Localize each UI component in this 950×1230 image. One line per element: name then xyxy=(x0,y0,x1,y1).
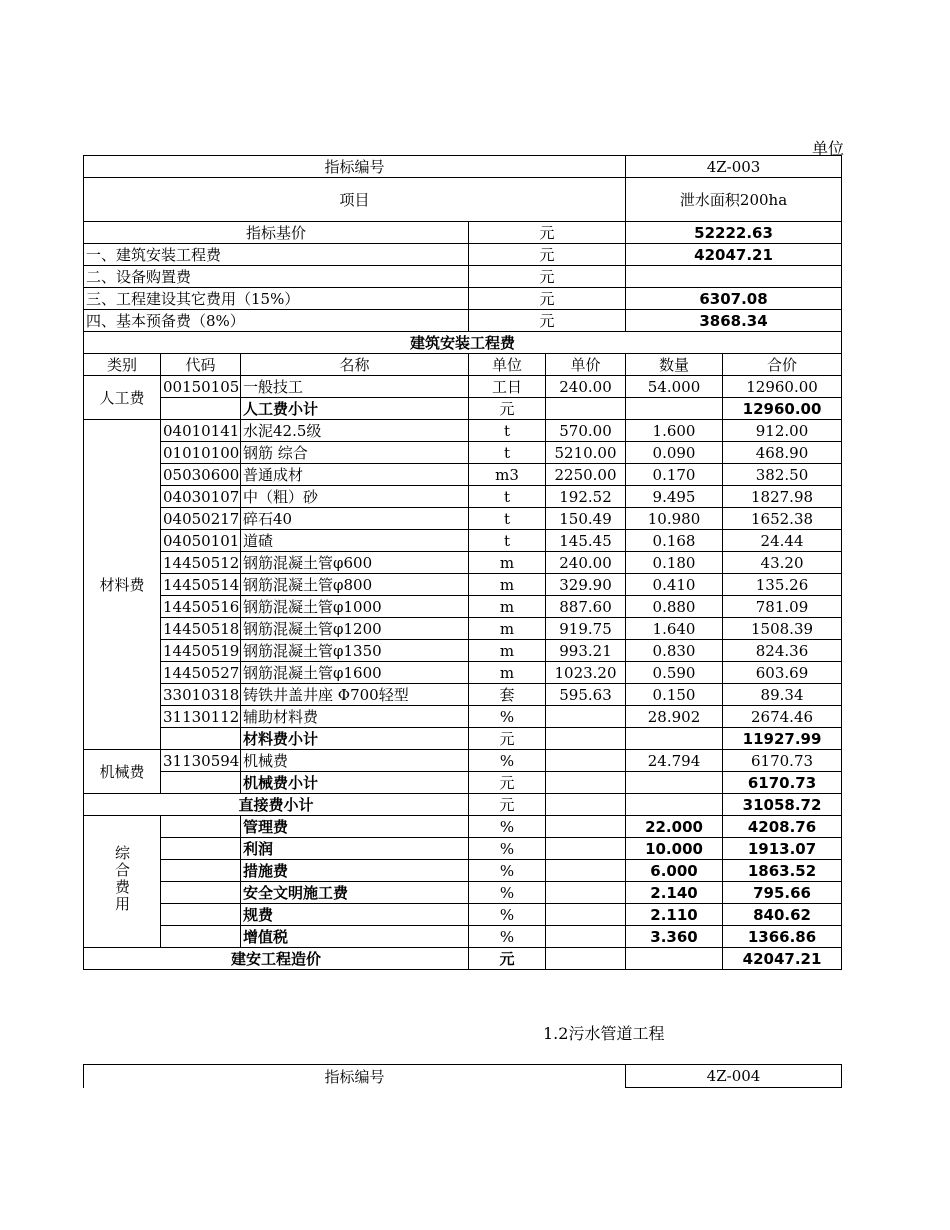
item-qty: 0.880 xyxy=(626,596,723,618)
item-total: 840.62 xyxy=(723,904,842,926)
item-name: 增值税 xyxy=(241,926,469,948)
item-price xyxy=(546,816,626,838)
column-header: 数量 xyxy=(626,354,723,376)
category-labor: 人工费 xyxy=(84,376,161,420)
cost-index-table xyxy=(83,155,842,970)
table-row xyxy=(84,816,842,838)
construction-cost-qty xyxy=(626,948,723,970)
item-unit: t xyxy=(469,420,546,442)
item-qty: 9.495 xyxy=(626,486,723,508)
category-materials: 材料费 xyxy=(84,420,161,750)
item-price: 919.75 xyxy=(546,618,626,640)
subtotal-price xyxy=(546,728,626,750)
item-code xyxy=(161,816,241,838)
item-code: 04050217 xyxy=(161,508,241,530)
column-header: 名称 xyxy=(241,354,469,376)
summary-value: 42047.21 xyxy=(626,244,842,266)
project-row xyxy=(84,178,842,222)
summary-row xyxy=(84,266,842,288)
next-index-table xyxy=(83,1064,842,1088)
direct-subtotal-name: 直接费小计 xyxy=(84,794,469,816)
item-qty: 0.830 xyxy=(626,640,723,662)
construction-cost-unit: 元 xyxy=(469,948,546,970)
summary-unit: 元 xyxy=(469,310,626,332)
item-unit: % xyxy=(469,816,546,838)
item-qty: 0.170 xyxy=(626,464,723,486)
item-total: 603.69 xyxy=(723,662,842,684)
item-name: 管理费 xyxy=(241,816,469,838)
subtotal-total: 11927.99 xyxy=(723,728,842,750)
item-price: 595.63 xyxy=(546,684,626,706)
item-price: 993.21 xyxy=(546,640,626,662)
section-header: 建筑安装工程费 xyxy=(84,332,842,354)
next-section-title: 1.2污水管道工程 xyxy=(543,1024,665,1043)
next-index-code-row xyxy=(84,1065,842,1088)
index-code-value: 4Z-003 xyxy=(626,156,842,178)
item-qty: 1.640 xyxy=(626,618,723,640)
item-unit: m xyxy=(469,574,546,596)
table-row xyxy=(84,574,842,596)
column-header: 代码 xyxy=(161,354,241,376)
item-name: 钢筋 综合 xyxy=(241,442,469,464)
item-name: 措施费 xyxy=(241,860,469,882)
category-comprehensive-label: 综合费用 xyxy=(113,845,131,913)
item-total: 89.34 xyxy=(723,684,842,706)
subtotal-qty xyxy=(626,728,723,750)
construction-cost-name: 建安工程造价 xyxy=(84,948,469,970)
item-code: 14450514 xyxy=(161,574,241,596)
item-name: 钢筋混凝土管φ1600 xyxy=(241,662,469,684)
item-name: 钢筋混凝土管φ600 xyxy=(241,552,469,574)
table-row xyxy=(84,684,842,706)
summary-unit: 元 xyxy=(469,288,626,310)
item-total: 1913.07 xyxy=(723,838,842,860)
item-code: 14450516 xyxy=(161,596,241,618)
item-unit: m xyxy=(469,552,546,574)
item-name: 利润 xyxy=(241,838,469,860)
item-price: 329.90 xyxy=(546,574,626,596)
item-total: 781.09 xyxy=(723,596,842,618)
project-value: 泄水面积200ha xyxy=(626,178,842,222)
item-qty: 2.110 xyxy=(626,904,723,926)
table-row xyxy=(84,464,842,486)
table-row xyxy=(84,860,842,882)
section-header-row xyxy=(84,332,842,354)
item-unit: m xyxy=(469,618,546,640)
item-price: 5210.00 xyxy=(546,442,626,464)
summary-label: 四、基本预备费（8%） xyxy=(84,310,469,332)
item-price xyxy=(546,904,626,926)
item-unit: % xyxy=(469,838,546,860)
item-unit: % xyxy=(469,904,546,926)
item-total: 912.00 xyxy=(723,420,842,442)
table-row xyxy=(84,662,842,684)
item-code xyxy=(161,860,241,882)
table-row xyxy=(84,750,842,772)
item-name: 一般技工 xyxy=(241,376,469,398)
item-name: 普通成材 xyxy=(241,464,469,486)
summary-row xyxy=(84,222,842,244)
item-code: 14450512 xyxy=(161,552,241,574)
item-code xyxy=(161,926,241,948)
item-unit: t xyxy=(469,530,546,552)
item-name: 机械费 xyxy=(241,750,469,772)
subtotal-code xyxy=(161,728,241,750)
item-unit: % xyxy=(469,860,546,882)
item-name: 辅助材料费 xyxy=(241,706,469,728)
subtotal-qty xyxy=(626,398,723,420)
table-row xyxy=(84,618,842,640)
item-price xyxy=(546,926,626,948)
subtotal-code xyxy=(161,772,241,794)
item-unit: t xyxy=(469,508,546,530)
item-name: 钢筋混凝土管φ800 xyxy=(241,574,469,596)
item-total: 1827.98 xyxy=(723,486,842,508)
item-name: 水泥42.5级 xyxy=(241,420,469,442)
summary-unit: 元 xyxy=(469,244,626,266)
subtotal-price xyxy=(546,772,626,794)
subtotal-unit: 元 xyxy=(469,398,546,420)
item-price xyxy=(546,860,626,882)
item-unit: m xyxy=(469,596,546,618)
item-name: 铸铁井盖井座 Φ700轻型 xyxy=(241,684,469,706)
item-price: 570.00 xyxy=(546,420,626,442)
column-header-row xyxy=(84,354,842,376)
table-row xyxy=(84,640,842,662)
item-total: 1863.52 xyxy=(723,860,842,882)
summary-label: 三、工程建设其它费用（15%） xyxy=(84,288,469,310)
item-name: 规费 xyxy=(241,904,469,926)
item-name: 钢筋混凝土管φ1200 xyxy=(241,618,469,640)
item-unit: % xyxy=(469,706,546,728)
construction-cost-row xyxy=(84,948,842,970)
direct-subtotal-row xyxy=(84,794,842,816)
table-row xyxy=(84,706,842,728)
item-price: 2250.00 xyxy=(546,464,626,486)
item-code: 04050101 xyxy=(161,530,241,552)
table-row xyxy=(84,926,842,948)
item-total: 1366.86 xyxy=(723,926,842,948)
subtotal-total: 12960.00 xyxy=(723,398,842,420)
item-qty: 1.600 xyxy=(626,420,723,442)
item-qty: 0.150 xyxy=(626,684,723,706)
item-code: 04010141 xyxy=(161,420,241,442)
item-price: 240.00 xyxy=(546,376,626,398)
subtotal-name: 材料费小计 xyxy=(241,728,469,750)
item-price: 887.60 xyxy=(546,596,626,618)
item-qty: 6.000 xyxy=(626,860,723,882)
direct-subtotal-price xyxy=(546,794,626,816)
unit-label: 单位 xyxy=(812,139,845,158)
item-total: 1508.39 xyxy=(723,618,842,640)
item-unit: m xyxy=(469,662,546,684)
table-row xyxy=(84,552,842,574)
summary-row xyxy=(84,244,842,266)
item-code: 31130112 xyxy=(161,706,241,728)
item-price xyxy=(546,882,626,904)
index-code-label: 指标编号 xyxy=(84,156,626,178)
item-unit: t xyxy=(469,486,546,508)
item-qty: 3.360 xyxy=(626,926,723,948)
item-total: 43.20 xyxy=(723,552,842,574)
direct-subtotal-qty xyxy=(626,794,723,816)
item-unit: m xyxy=(469,640,546,662)
table-row xyxy=(84,882,842,904)
item-qty: 54.000 xyxy=(626,376,723,398)
table-row xyxy=(84,838,842,860)
item-total: 135.26 xyxy=(723,574,842,596)
item-unit: % xyxy=(469,926,546,948)
item-code: 14450519 xyxy=(161,640,241,662)
summary-row xyxy=(84,288,842,310)
summary-value: 6307.08 xyxy=(626,288,842,310)
item-unit: 工日 xyxy=(469,376,546,398)
item-unit: % xyxy=(469,750,546,772)
item-code xyxy=(161,904,241,926)
item-total: 12960.00 xyxy=(723,376,842,398)
table-row xyxy=(84,530,842,552)
item-price xyxy=(546,750,626,772)
summary-unit: 元 xyxy=(469,222,626,244)
item-qty: 22.000 xyxy=(626,816,723,838)
subtotal-row xyxy=(84,772,842,794)
item-qty: 10.000 xyxy=(626,838,723,860)
item-total: 6170.73 xyxy=(723,750,842,772)
subtotal-row xyxy=(84,728,842,750)
construction-cost-price xyxy=(546,948,626,970)
item-qty: 2.140 xyxy=(626,882,723,904)
subtotal-name: 机械费小计 xyxy=(241,772,469,794)
item-code: 00150105 xyxy=(161,376,241,398)
project-label: 项目 xyxy=(84,178,626,222)
item-qty: 0.180 xyxy=(626,552,723,574)
item-name: 安全文明施工费 xyxy=(241,882,469,904)
column-header: 类别 xyxy=(84,354,161,376)
item-price: 1023.20 xyxy=(546,662,626,684)
item-price: 150.49 xyxy=(546,508,626,530)
item-unit: t xyxy=(469,442,546,464)
item-qty: 0.590 xyxy=(626,662,723,684)
item-total: 1652.38 xyxy=(723,508,842,530)
item-name: 钢筋混凝土管φ1000 xyxy=(241,596,469,618)
item-code: 05030600 xyxy=(161,464,241,486)
table-row xyxy=(84,420,842,442)
item-qty: 28.902 xyxy=(626,706,723,728)
construction-cost-total: 42047.21 xyxy=(723,948,842,970)
table-row xyxy=(84,376,842,398)
table-row xyxy=(84,904,842,926)
item-unit: m3 xyxy=(469,464,546,486)
category-comprehensive xyxy=(84,816,161,948)
direct-subtotal-total: 31058.72 xyxy=(723,794,842,816)
summary-value: 3868.34 xyxy=(626,310,842,332)
item-qty: 0.090 xyxy=(626,442,723,464)
item-name: 碎石40 xyxy=(241,508,469,530)
item-code xyxy=(161,882,241,904)
table-row xyxy=(84,596,842,618)
item-unit: % xyxy=(469,882,546,904)
column-header: 单价 xyxy=(546,354,626,376)
subtotal-unit: 元 xyxy=(469,772,546,794)
summary-label: 一、建筑安装工程费 xyxy=(84,244,469,266)
next-index-code-value: 4Z-004 xyxy=(626,1065,842,1088)
item-code: 01010100 xyxy=(161,442,241,464)
item-price: 240.00 xyxy=(546,552,626,574)
table-row xyxy=(84,508,842,530)
item-price: 192.52 xyxy=(546,486,626,508)
item-qty: 0.410 xyxy=(626,574,723,596)
index-code-row xyxy=(84,156,842,178)
item-qty: 0.168 xyxy=(626,530,723,552)
column-header: 单位 xyxy=(469,354,546,376)
item-code: 33010318 xyxy=(161,684,241,706)
summary-value xyxy=(626,266,842,288)
summary-label: 指标基价 xyxy=(84,222,469,244)
subtotal-price xyxy=(546,398,626,420)
subtotal-name: 人工费小计 xyxy=(241,398,469,420)
item-total: 382.50 xyxy=(723,464,842,486)
summary-label: 二、设备购置费 xyxy=(84,266,469,288)
subtotal-total: 6170.73 xyxy=(723,772,842,794)
item-total: 468.90 xyxy=(723,442,842,464)
category-machinery: 机械费 xyxy=(84,750,161,794)
item-qty: 24.794 xyxy=(626,750,723,772)
subtotal-code xyxy=(161,398,241,420)
item-code xyxy=(161,838,241,860)
item-total: 24.44 xyxy=(723,530,842,552)
summary-unit: 元 xyxy=(469,266,626,288)
item-total: 2674.46 xyxy=(723,706,842,728)
table-row xyxy=(84,442,842,464)
subtotal-qty xyxy=(626,772,723,794)
item-code: 04030107 xyxy=(161,486,241,508)
summary-row xyxy=(84,310,842,332)
item-price xyxy=(546,706,626,728)
item-total: 824.36 xyxy=(723,640,842,662)
item-name: 钢筋混凝土管φ1350 xyxy=(241,640,469,662)
summary-value: 52222.63 xyxy=(626,222,842,244)
column-header: 合价 xyxy=(723,354,842,376)
item-code: 31130594 xyxy=(161,750,241,772)
subtotal-row xyxy=(84,398,842,420)
item-price: 145.45 xyxy=(546,530,626,552)
table-row xyxy=(84,486,842,508)
item-total: 795.66 xyxy=(723,882,842,904)
item-code: 14450518 xyxy=(161,618,241,640)
direct-subtotal-unit: 元 xyxy=(469,794,546,816)
item-code: 14450527 xyxy=(161,662,241,684)
item-name: 中（粗）砂 xyxy=(241,486,469,508)
item-qty: 10.980 xyxy=(626,508,723,530)
item-total: 4208.76 xyxy=(723,816,842,838)
item-price xyxy=(546,838,626,860)
item-unit: 套 xyxy=(469,684,546,706)
subtotal-unit: 元 xyxy=(469,728,546,750)
item-name: 道碴 xyxy=(241,530,469,552)
next-index-code-label: 指标编号 xyxy=(84,1065,626,1088)
